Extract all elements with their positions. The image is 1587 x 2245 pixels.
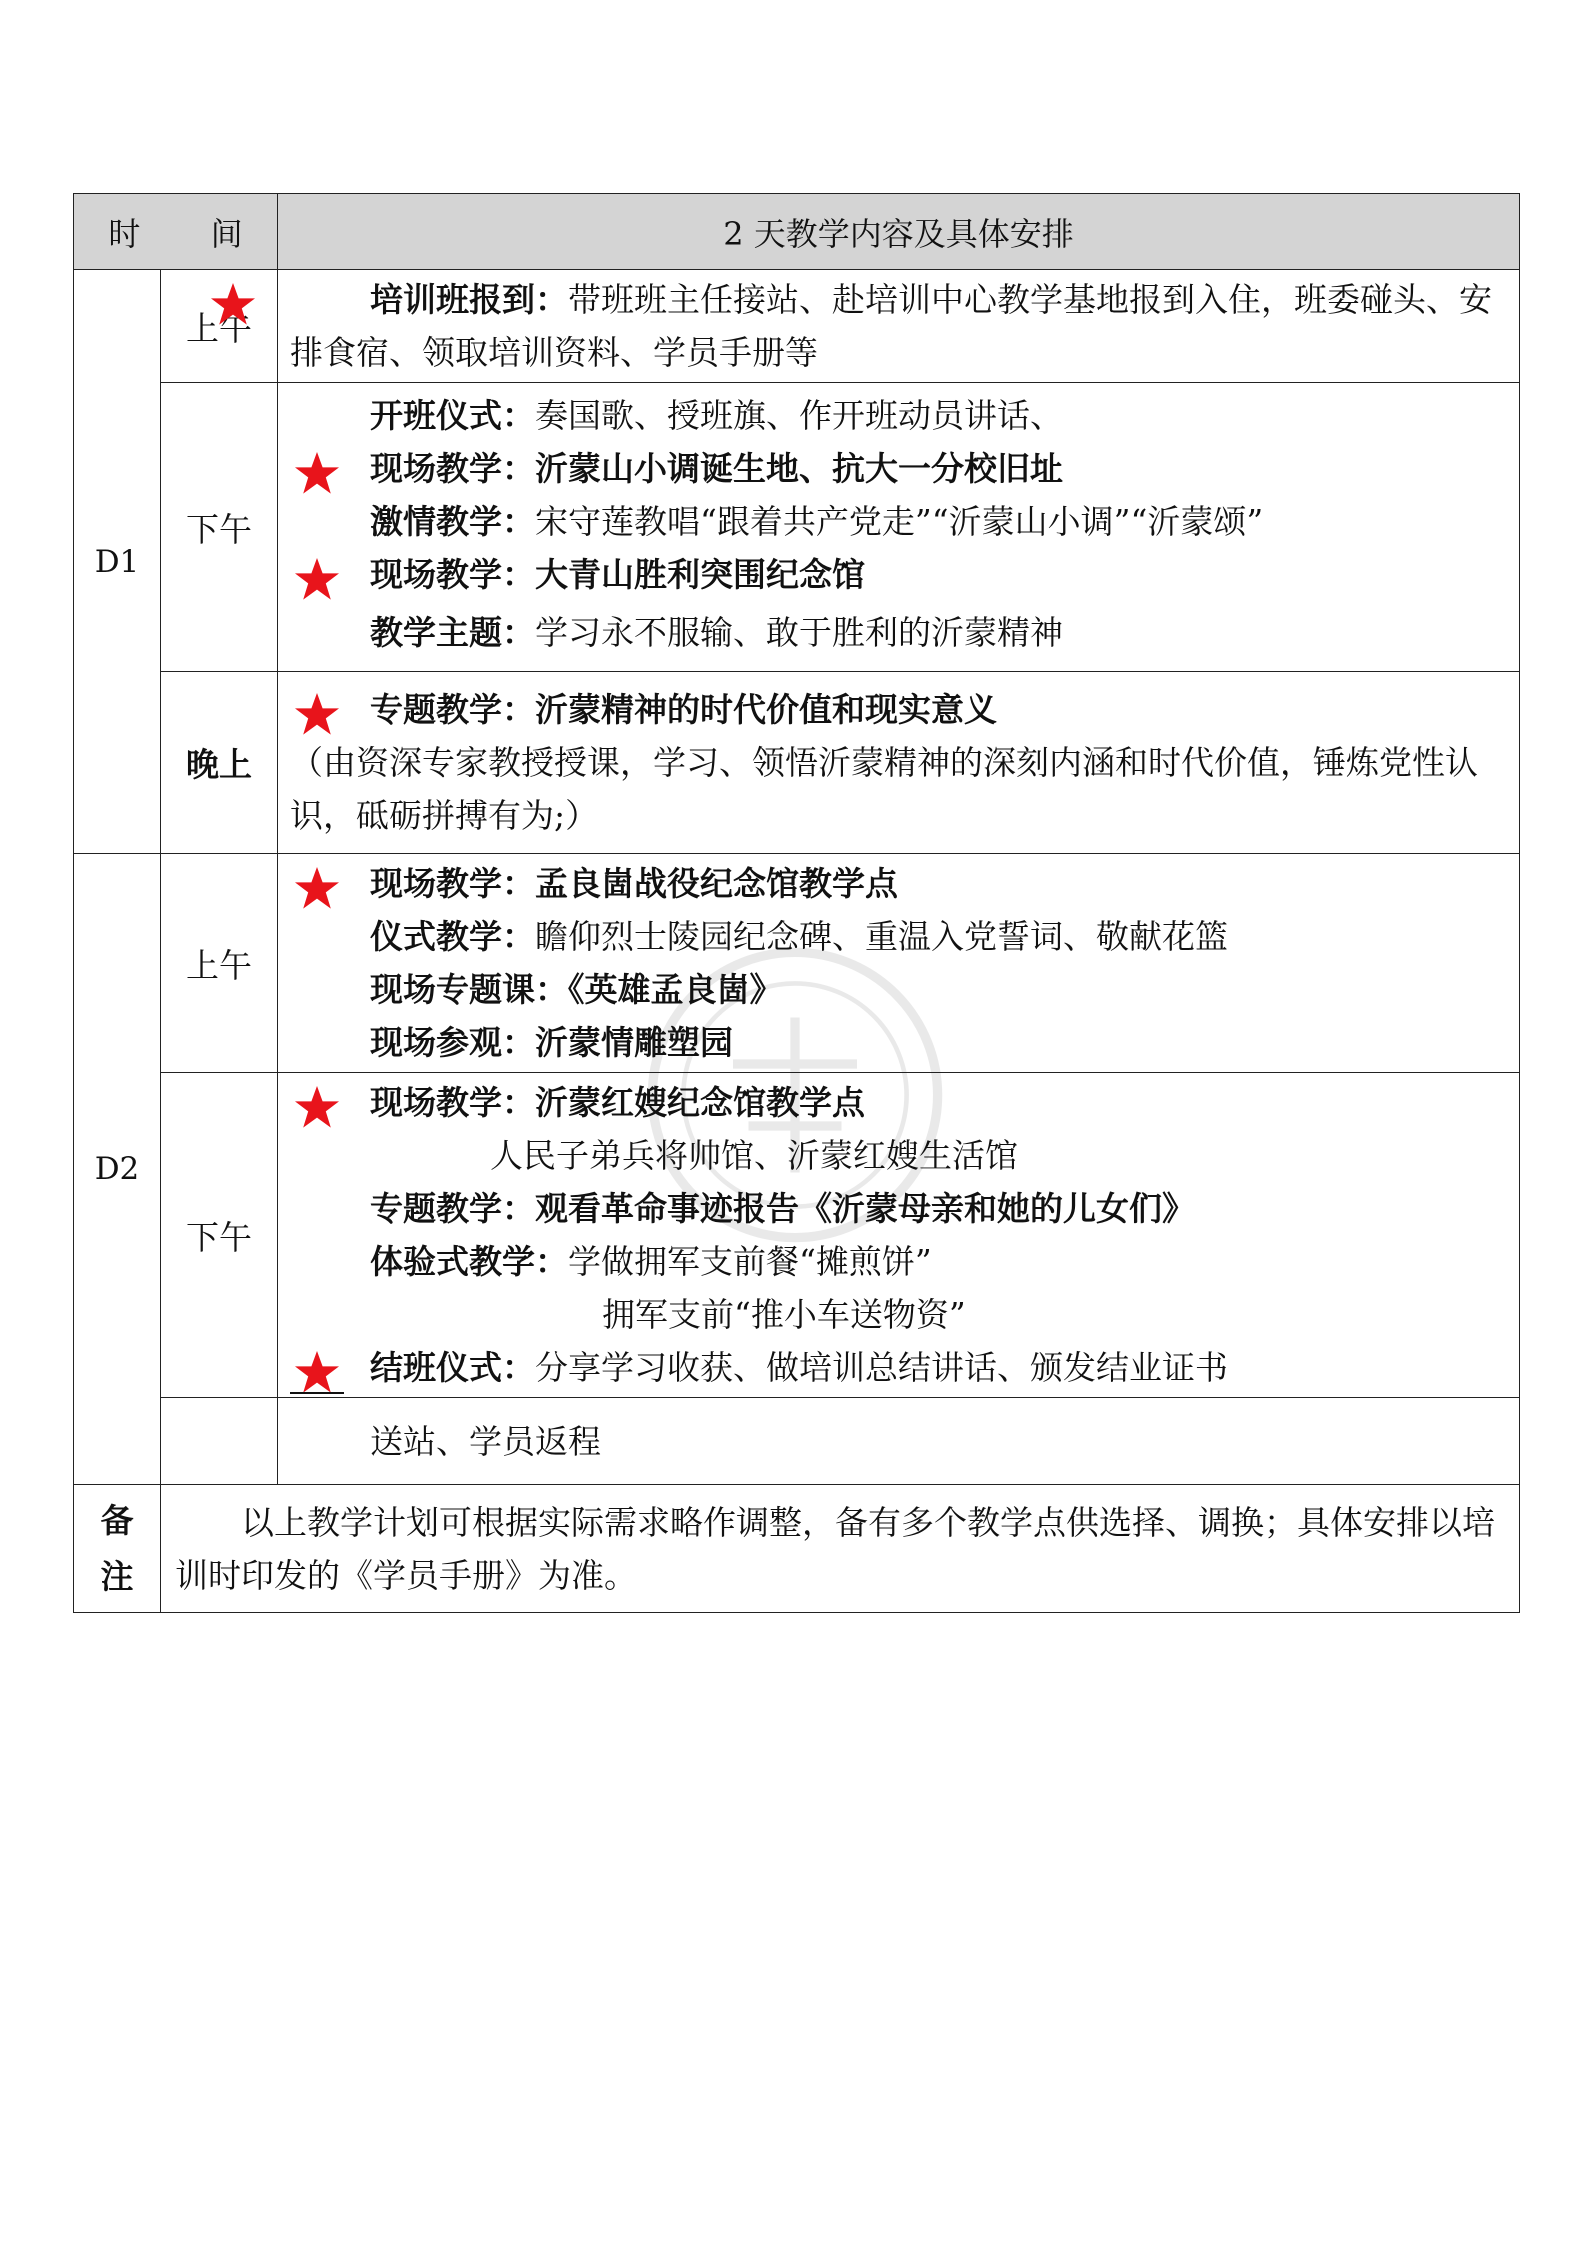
item-text: 分享学习收获、做培训总结讲话、颁发结业证书 [535,1348,1228,1387]
list-item [290,495,1509,548]
star-icon [294,1350,340,1394]
item-head: 开班仪式： [370,396,535,435]
schedule-table [73,193,1520,1613]
list-item [290,1182,1509,1235]
list-item [290,963,1509,1016]
note-label-char: 备 [100,1500,134,1540]
list-item [290,1341,1509,1394]
list-item [290,857,1509,910]
item-head: 专题教学： [370,690,535,729]
underline-mark [290,1392,344,1394]
content-d1-evening [278,672,1520,854]
period-d2-afternoon: 下午 [161,1073,278,1398]
content-d2-afternoon [278,1073,1520,1398]
item-head: 教学主题： [370,613,535,652]
note-text: 以上教学计划可根据实际需求略作调整，备有多个教学点供选择、调换；具体安排以培训时印发的《学员手册》为准。 [161,1485,1520,1613]
content-d2-departure [278,1398,1520,1485]
list-item [290,548,1509,601]
list-item [290,1076,1509,1129]
row-d1-afternoon [74,383,1520,672]
item-head: 仪式教学： [370,917,535,956]
item-text: 沂蒙红嫂纪念馆教学点 [535,1083,865,1122]
header-content: 2 天教学内容及具体安排 [278,194,1520,270]
row-note [74,1485,1520,1613]
item-text: 大青山胜利突围纪念馆 [535,555,865,594]
item-head: 体验式教学： [370,1242,568,1281]
list-item [290,683,1509,736]
list-item [290,736,1509,842]
item-text: 孟良崮战役纪念馆教学点 [535,864,898,903]
item-head: 现场教学： [370,555,535,594]
list-item [290,601,1509,665]
period-d1-morning: 上午 [161,270,278,383]
item-text: 沂蒙情雕塑园 [535,1023,733,1062]
item-text: 拥军支前“推小车送物资” [602,1295,966,1334]
star-icon [294,1085,340,1129]
row-d2-morning [74,854,1520,1073]
header-row [74,194,1520,270]
list-item [290,1288,1509,1341]
period-d1-afternoon: 下午 [161,383,278,672]
item-head: 现场教学： [370,864,535,903]
period-d2-departure [161,1398,278,1485]
note-label-char: 注 [100,1556,134,1596]
item-text: 瞻仰烈士陵园纪念碑、重温入党誓词、敬献花篮 [535,917,1228,956]
item-head: 激情教学： [370,502,535,541]
item-text: 带班班主任接站、赴培训中心教学基地报到入住，班委碰头、安排食宿、领取培训资料、学员手册等 [290,280,1492,372]
list-item [290,273,1509,379]
row-d2-afternoon [74,1073,1520,1398]
period-d1-evening: 晚上 [161,672,278,854]
item-text: 观看革命事迹报告《沂蒙母亲和她的儿女们》 [535,1189,1195,1228]
item-head: 现场专题课： [370,970,568,1009]
note-label [74,1485,161,1613]
list-item [290,389,1509,442]
list-item [290,910,1509,963]
item-head: 现场教学： [370,1083,535,1122]
list-item [290,1016,1509,1069]
item-text: 送站、学员返程 [370,1421,601,1461]
item-text: 沂蒙山小调诞生地、抗大一分校旧址 [535,449,1063,488]
day-label-d2: D2 [74,854,161,1485]
list-item [290,442,1509,495]
item-head: 培训班报到： [370,280,568,319]
item-head: 现场教学： [370,449,535,488]
item-text: 学习永不服输、敢于胜利的沂蒙精神 [535,613,1063,652]
list-item [290,1235,1509,1288]
star-icon [294,866,340,910]
row-d1-morning [74,270,1520,383]
row-d2-departure [74,1398,1520,1485]
star-icon [294,557,340,601]
item-text: 人民子弟兵将帅馆、沂蒙红嫂生活馆 [490,1136,1018,1175]
item-head: 现场参观： [370,1023,535,1062]
list-item [290,1415,1509,1468]
list-item [290,1129,1509,1182]
star-icon [294,451,340,495]
item-text: 学做拥军支前餐“摊煎饼” [568,1242,932,1281]
item-head: 专题教学： [370,1189,535,1228]
header-time: 时 间 [74,194,278,270]
item-text: 宋守莲教唱“跟着共产党走”“沂蒙山小调”“沂蒙颂” [535,502,1264,541]
star-icon [210,282,256,326]
content-d1-afternoon [278,383,1520,672]
item-text: 奏国歌、授班旗、作开班动员讲话、 [535,396,1063,435]
item-text: 沂蒙精神的时代价值和现实意义 [535,690,997,729]
row-d1-evening [74,672,1520,854]
item-head: 结班仪式： [370,1348,535,1387]
item-text: 《英雄孟良崮》 [568,970,783,1009]
star-icon [294,692,340,736]
item-text: （由资深专家教授授课，学习、领悟沂蒙精神的深刻内涵和时代价值，锤炼党性认识，砥砺拼搏有为;） [290,743,1478,835]
content-d1-morning [278,270,1520,383]
day-label-d1: D1 [74,270,161,854]
period-d2-morning: 上午 [161,854,278,1073]
content-d2-morning [278,854,1520,1073]
